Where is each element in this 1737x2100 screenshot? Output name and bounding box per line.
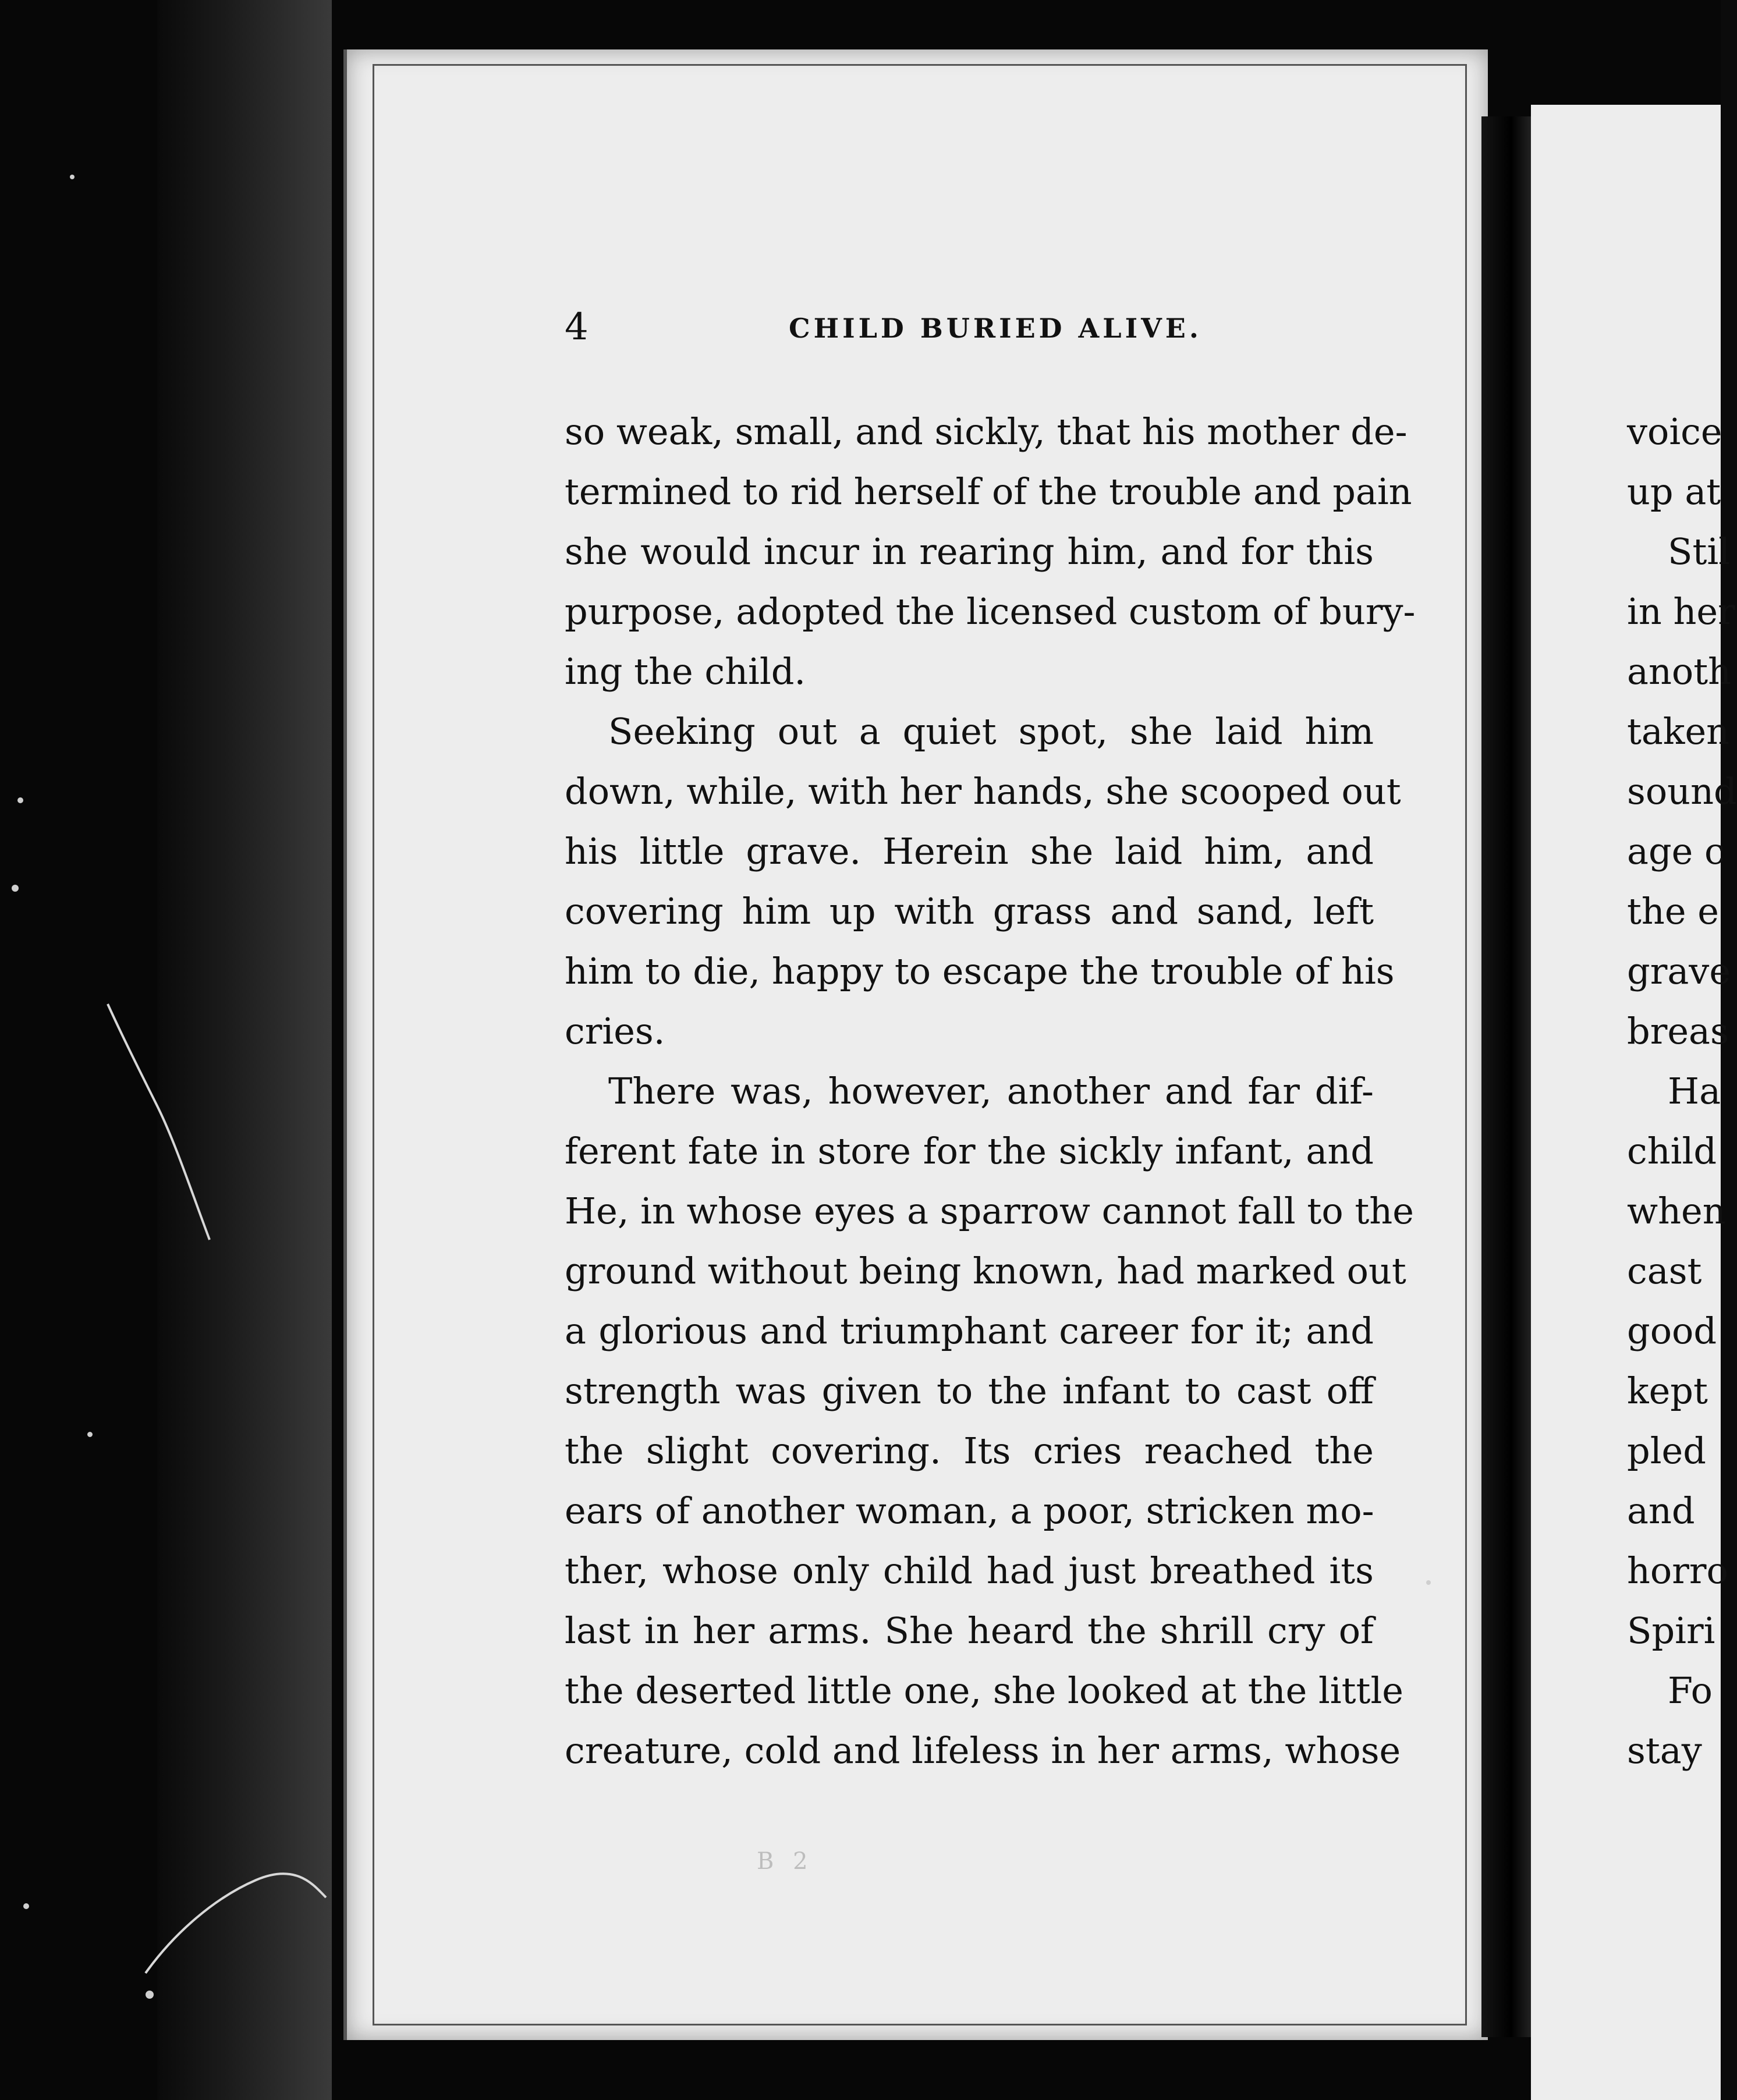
text-line: strength was given to the infant to cast off xyxy=(565,1370,1374,1412)
right-text-line: sound xyxy=(1627,770,1737,813)
text-line: purpose, adopted the licensed custom of bury- xyxy=(565,590,1416,633)
text-line: so weak, small, and sickly, that his mother de- xyxy=(565,410,1408,453)
text-line: ferent fate in store for the sickly infant, and xyxy=(565,1130,1374,1172)
right-page-text xyxy=(1627,402,1737,1780)
right-text-line: child xyxy=(1627,1130,1717,1172)
right-text-line: horro xyxy=(1627,1549,1728,1592)
page-header xyxy=(565,306,1374,352)
page-gutter xyxy=(1481,116,1531,2037)
dust-speck xyxy=(70,175,75,179)
text-line: the deserted little one, she looked at the little xyxy=(565,1669,1403,1712)
right-text-line: grave xyxy=(1627,950,1731,992)
dust-speck xyxy=(146,1991,154,1999)
text-line: ground without being known, had marked out xyxy=(565,1250,1406,1292)
right-text-line: up at xyxy=(1627,470,1721,513)
scan-scratch-bottom xyxy=(140,1863,332,1979)
right-text-line: kept xyxy=(1627,1370,1708,1412)
dust-speck xyxy=(12,885,19,892)
scan-scratch xyxy=(105,1001,215,1246)
right-text-line: good xyxy=(1627,1310,1717,1352)
page-number: 4 xyxy=(565,306,589,349)
right-text-line: Stil xyxy=(1668,530,1731,573)
right-text-line: the e xyxy=(1627,890,1719,932)
right-text-line: Ha xyxy=(1668,1070,1721,1112)
right-text-line: when xyxy=(1627,1190,1726,1232)
text-line: cries. xyxy=(565,1010,665,1052)
text-line: his little grave. Herein she laid him, and xyxy=(565,830,1374,872)
text-line: covering him up with grass and sand, left xyxy=(565,890,1374,932)
dust-speck xyxy=(1426,1580,1431,1585)
text-line: There was, however, another and far dif- xyxy=(608,1070,1374,1112)
dust-speck xyxy=(23,1903,29,1909)
text-line: down, while, with her hands, she scooped out xyxy=(565,770,1401,813)
text-line: she would incur in rearing him, and for this xyxy=(565,530,1374,573)
text-line: the slight covering. Its cries reached the xyxy=(565,1429,1374,1472)
text-line: creature, cold and lifeless in her arms, whose xyxy=(565,1729,1401,1772)
text-line: ing the child. xyxy=(565,650,806,693)
text-line: him to die, happy to escape the trouble of his xyxy=(565,950,1395,992)
right-text-line: age c xyxy=(1627,830,1725,872)
right-text-line: anoth xyxy=(1627,650,1732,693)
right-text-line: in her xyxy=(1627,590,1735,633)
dust-speck xyxy=(17,797,23,803)
text-line: a glorious and triumphant career for it; and xyxy=(565,1310,1374,1352)
right-text-line: and xyxy=(1627,1489,1695,1532)
right-text-line: taken xyxy=(1627,710,1730,753)
text-line: termined to rid herself of the trouble and pain xyxy=(565,470,1412,513)
right-text-line: Spiri xyxy=(1627,1609,1715,1652)
right-text-line: cast xyxy=(1627,1250,1702,1292)
text-line: ears of another woman, a poor, stricken mo- xyxy=(565,1489,1374,1532)
text-line: Seeking out a quiet spot, she laid him xyxy=(608,710,1374,753)
dust-speck xyxy=(87,1432,93,1437)
right-text-line: stay xyxy=(1627,1729,1702,1772)
right-text-line: voice xyxy=(1627,410,1722,453)
text-line: last in her arms. She heard the shrill cry of xyxy=(565,1609,1374,1652)
text-line: ther, whose only child had just breathed its xyxy=(565,1549,1374,1592)
right-text-line: Fo xyxy=(1668,1669,1713,1712)
running-head: CHILD BURIED ALIVE. xyxy=(789,313,1202,344)
right-text-line: pled xyxy=(1627,1429,1706,1472)
signature-mark: B 2 xyxy=(757,1848,814,1875)
body-text xyxy=(565,402,1416,1780)
text-line: He, in whose eyes a sparrow cannot fall to the xyxy=(565,1190,1414,1232)
right-text-line: breas xyxy=(1627,1010,1729,1052)
